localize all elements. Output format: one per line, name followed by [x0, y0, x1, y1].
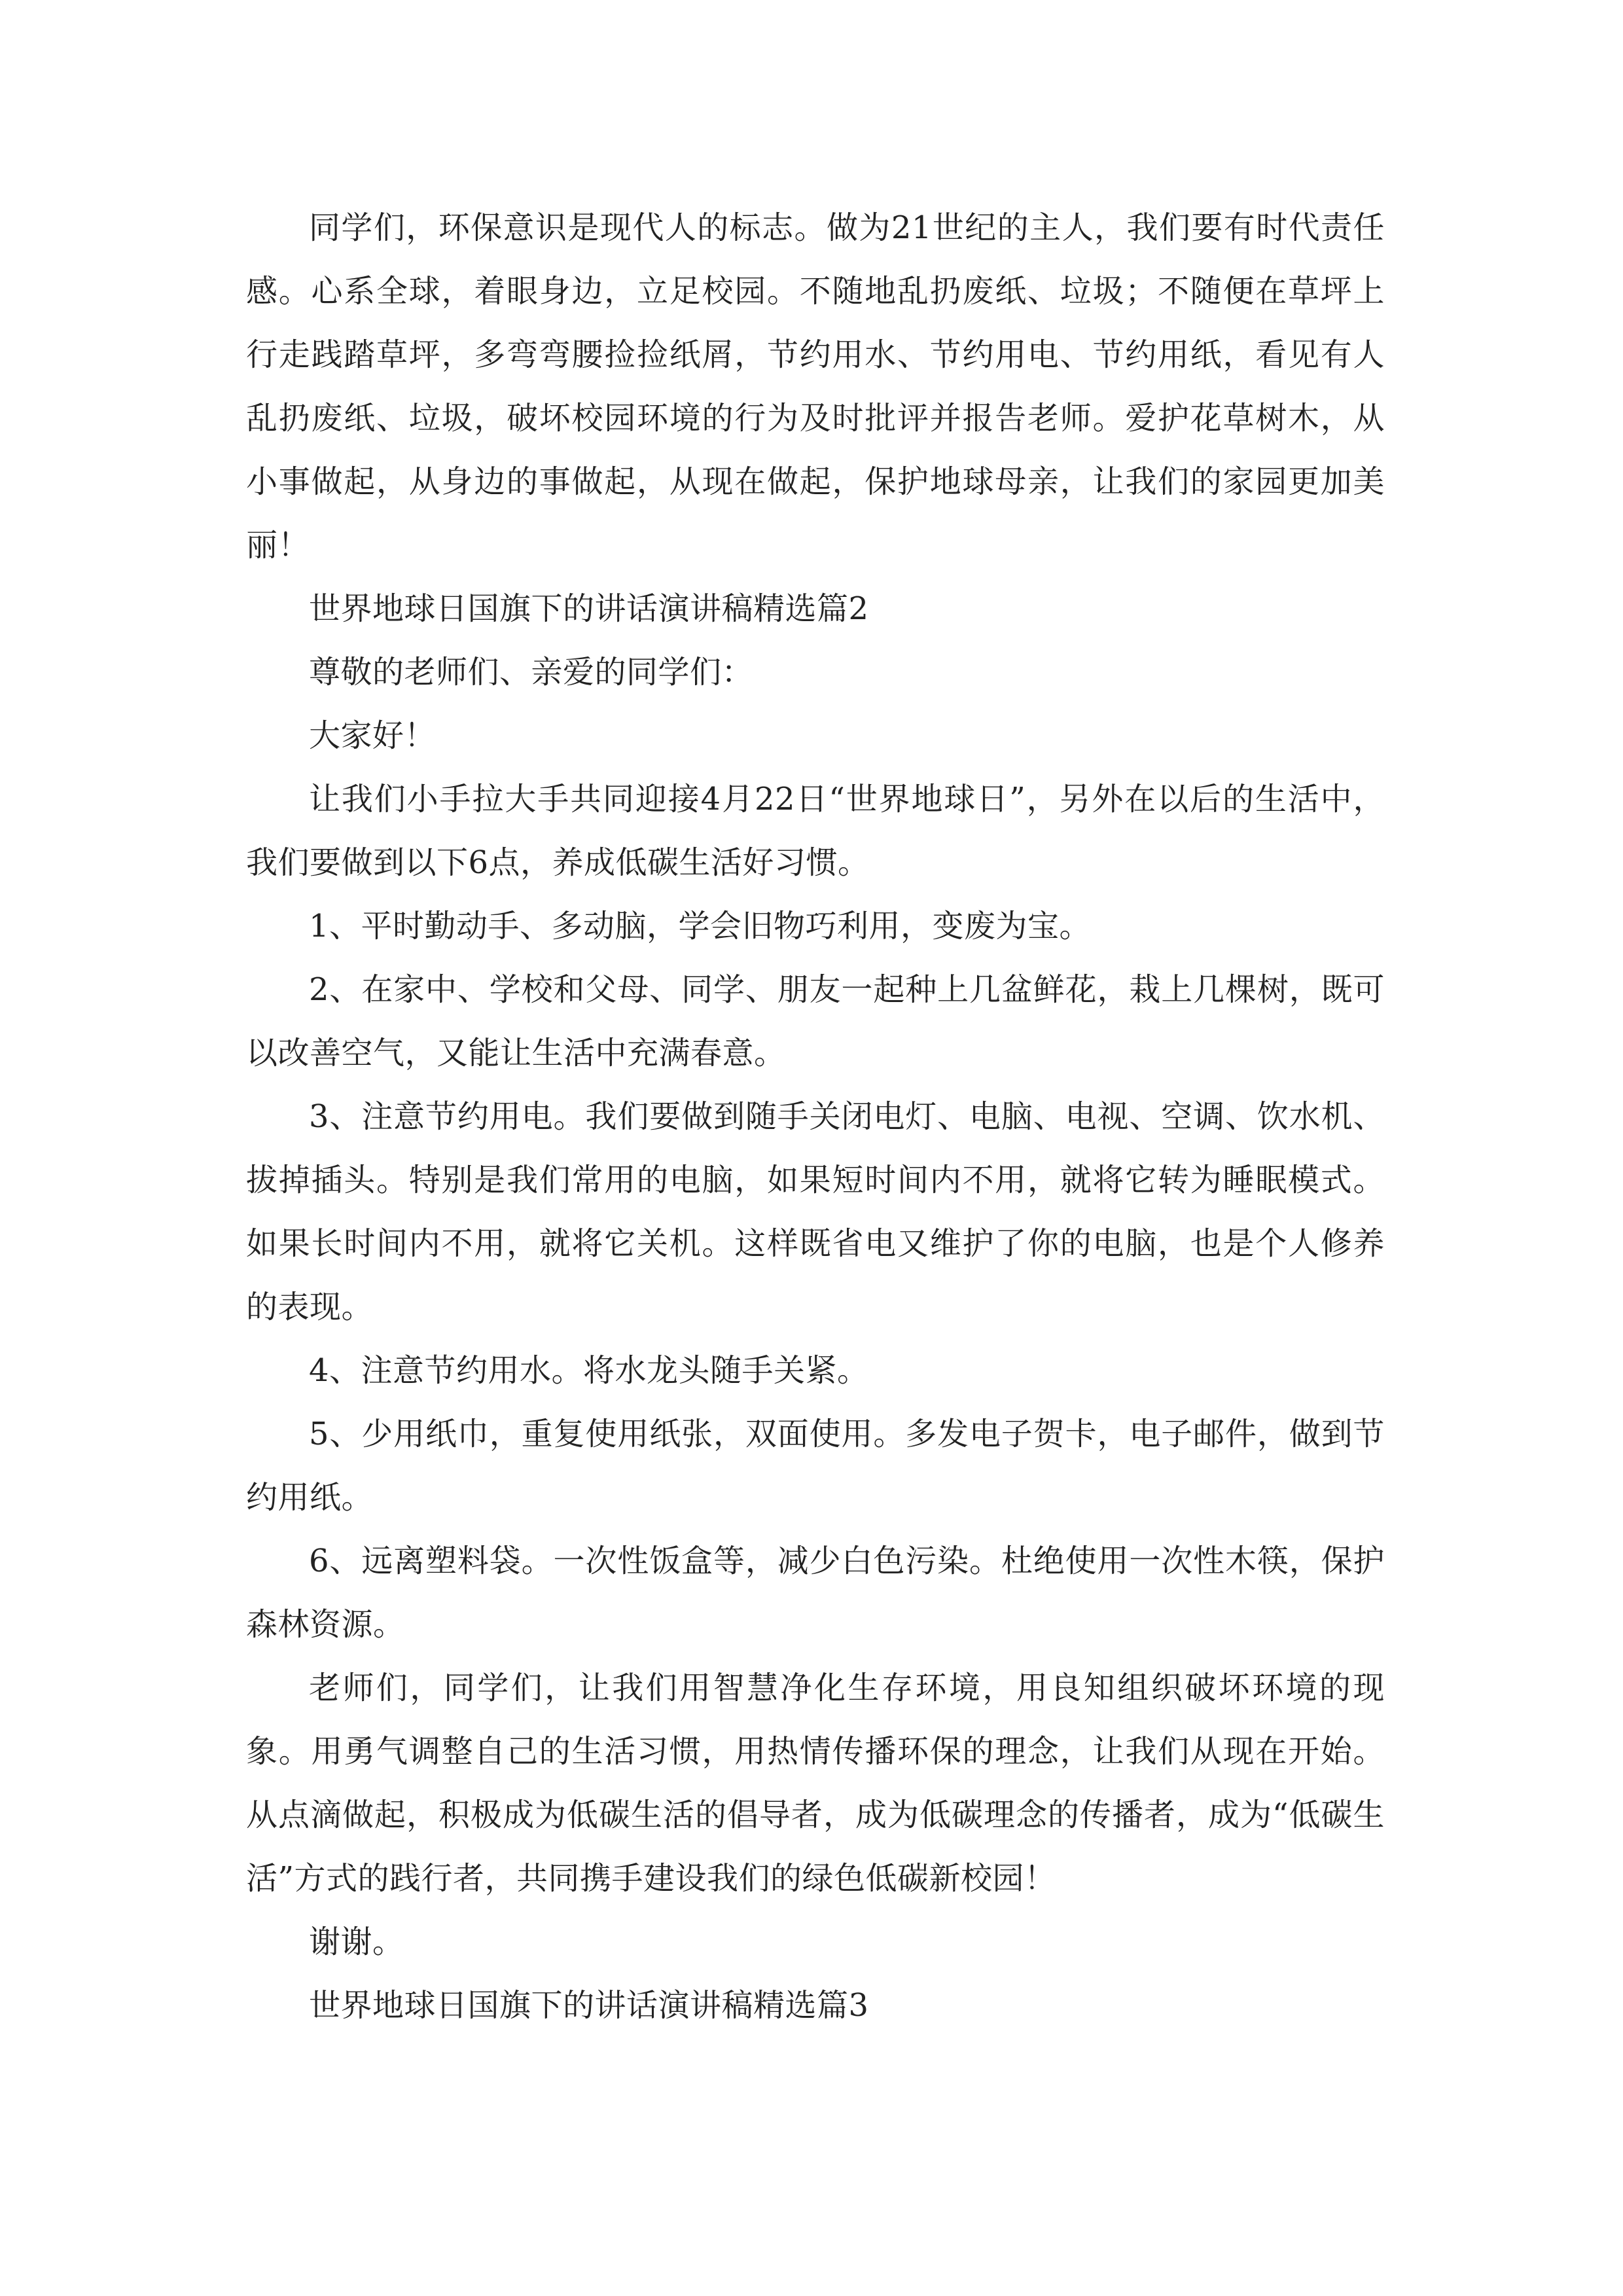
list-item-1: 1、平时勤动手、多动脑，学会旧物巧利用，变废为宝。: [309, 908, 1092, 944]
list-item-2: 2、在家中、学校和父母、同学、朋友一起种上几盆鲜花，栽上几棵树，既可以改善空气，又能让生活中充满春意。: [246, 971, 1385, 1071]
section-heading-2: 世界地球日国旗下的讲话演讲稿精选篇2: [309, 590, 869, 627]
thanks: 谢谢。: [309, 1924, 404, 1960]
greeting: 大家好！: [309, 717, 437, 754]
list-item-5: 5、少用纸巾，重复使用纸张，双面使用。多发电子贺卡，电子邮件，做到节约用纸。: [246, 1416, 1385, 1516]
list-item-4: 4、注意节约用水。将水龙头随手关紧。: [309, 1352, 869, 1389]
document-body: [246, 196, 1385, 2037]
list-item-3: 3、注意节约用电。我们要做到随手关闭电灯、电脑、电视、空调、饮水机、拔掉插头。特别是我们常用的电脑，如果短时间内不用，就将它转为睡眠模式。如果长时间内不用，就将它关机。这样既省电又维护了你的电脑，也是个人修养的表现。: [246, 1098, 1385, 1325]
list-item-6: 6、远离塑料袋。一次性饭盒等，减少白色污染。杜绝使用一次性木筷，保护森林资源。: [246, 1543, 1385, 1643]
salutation: 尊敬的老师们、亲爱的同学们：: [309, 654, 754, 691]
section-heading-3: 世界地球日国旗下的讲话演讲稿精选篇3: [309, 1987, 869, 2024]
paragraph-earth-day-intro: 让我们小手拉大手共同迎接4月22日“世界地球日”，另外在以后的生活中，我们要做到以下6点，养成低碳生活好习惯。: [246, 781, 1385, 881]
paragraph-closing-appeal: 老师们，同学们，让我们用智慧净化生存环境，用良知组织破坏环境的现象。用勇气调整自己的生活习惯，用热情传播环保的理念，让我们从现在开始。从点滴做起，积极成为低碳生活的倡导者，成为低碳理念的传播者，成为“低碳生活”方式的践行者，共同携手建设我们的绿色低碳新校园！: [246, 1670, 1385, 1897]
paragraph-environment-awareness: 同学们，环保意识是现代人的标志。做为21世纪的主人，我们要有时代责任感。心系全球，着眼身边，立足校园。不随地乱扔废纸、垃圾；不随便在草坪上行走践踏草坪，多弯弯腰捡捡纸屑，节约用水、节约用电、节约用纸，看见有人乱扔废纸、垃圾，破坏校园环境的行为及时批评并报告老师。爱护花草树木，从小事做起，从身边的事做起，从现在做起，保护地球母亲，让我们的家园更加美丽！: [246, 209, 1385, 564]
